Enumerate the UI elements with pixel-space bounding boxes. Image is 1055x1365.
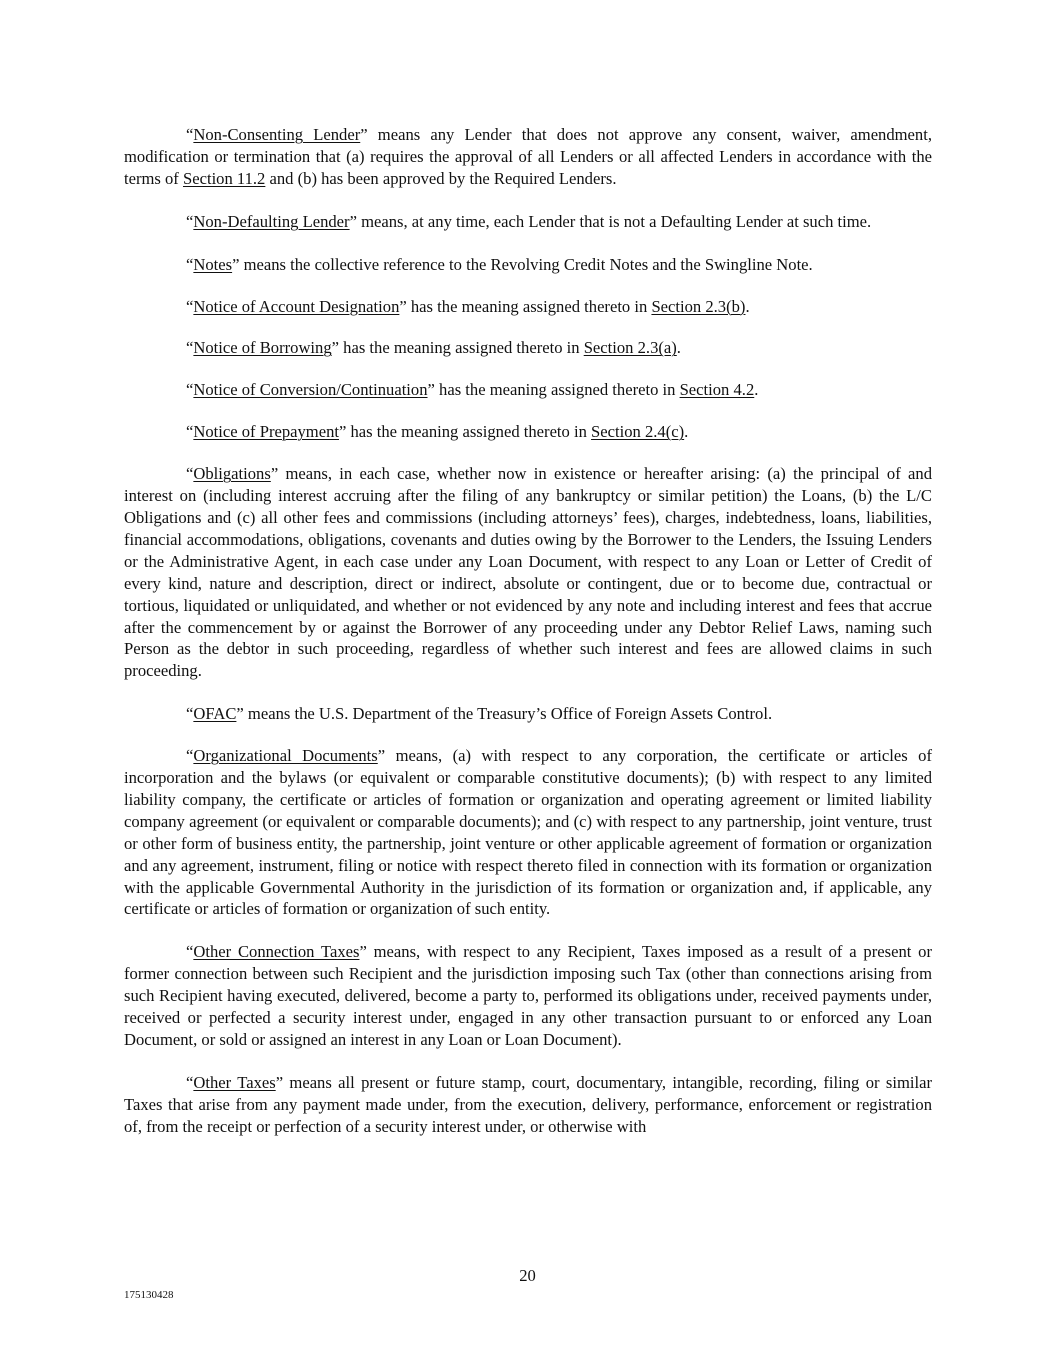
section-reference: Section 2.4(c) (591, 422, 685, 442)
page-number: 20 (519, 1266, 536, 1285)
open-quote: “ (186, 746, 194, 766)
definition-text: ” has the meaning assigned thereto in (399, 296, 652, 316)
section-reference: Section 4.2 (679, 380, 755, 400)
document-id: 175130428 (124, 1289, 174, 1301)
definition-text: . (684, 422, 689, 442)
definition-text: . (754, 380, 759, 400)
open-quote: “ (186, 296, 194, 316)
definition-text: and (b) has been approved by the Required Lenders. (265, 168, 617, 188)
definition-text: ” means all present or future stamp, court, documentary, intangible, recording, filing or similar Taxes that arise from any payment made under, from the execution, delivery, performance, enforcement or registration of, from the receipt or perfection of a security interest under, or otherwise with (124, 1072, 932, 1136)
definition-text: ” means the U.S. Department of the Treasury’s Office of Foreign Assets Control. (236, 704, 773, 724)
open-quote: “ (186, 254, 194, 274)
definition-text: ” means, in each case, whether now in existence or hereafter arising: (a) the principal of and interest on (including interest accruing after the filing of any bankruptcy or similar petition) the Loans, (b) the L/C Obligations and (c) all other fees and commissions (including attorneys’ fees), charges, indebtedness, loans, liabilities, financial accommodations, obligations, covenants and duties owing by the Borrower to the Lenders, the Issuing Lenders or the Administrative Agent, in each case under any Loan Document, with respect to any Loan or Letter of Credit of every kind, nature and description, direct or indirect, absolute or contingent, due or to become due, contractual or tortious, liquidated or unliquidated, and whether or not evidenced by any note and including interest and fees that accrue after the commencement by or against the Borrower of any proceeding under any Debtor Relief Laws, naming such Person as the debtor in such proceeding, regardless of whether such interest and fees are allowed claims in such proceeding. (124, 464, 932, 681)
defined-term: Other Taxes (193, 1072, 276, 1092)
definition-text: ” has the meaning assigned thereto in (338, 422, 592, 442)
open-quote: “ (186, 1072, 194, 1092)
defined-term: Non-Defaulting Lender (193, 211, 350, 231)
defined-term: Obligations (193, 464, 271, 484)
section-reference: Section 11.2 (183, 168, 266, 188)
defined-term: OFAC (193, 704, 237, 724)
definition-text: . (676, 338, 681, 358)
defined-term: Other Connection Taxes (193, 942, 360, 962)
definition-notice-of-borrowing (124, 337, 932, 359)
definition-non-consenting-lender (124, 124, 932, 190)
open-quote: “ (186, 380, 194, 400)
definition-notes (124, 254, 932, 276)
definition-obligations (124, 463, 932, 682)
open-quote: “ (186, 338, 194, 358)
open-quote: “ (186, 464, 194, 484)
defined-term: Notice of Borrowing (193, 338, 332, 358)
open-quote: “ (186, 211, 194, 231)
definition-text: . (745, 296, 750, 316)
definition-text: ” has the meaning assigned thereto in (427, 380, 680, 400)
definition-organizational-documents (124, 745, 932, 920)
open-quote: “ (186, 125, 194, 144)
definition-notice-of-prepayment (124, 421, 932, 443)
defined-term: Notice of Prepayment (193, 422, 339, 442)
definition-notice-of-account-designation (124, 296, 932, 318)
section-reference: Section 2.3(b) (651, 296, 746, 316)
open-quote: “ (186, 704, 194, 724)
definition-notice-of-conversion-continuation (124, 379, 932, 401)
definition-text: ” means, with respect to any Recipient, Taxes imposed as a result of a present or former connection between such Recipient and the jurisdiction imposing such Tax (other than connections arising from such Recipient having executed, delivered, become a party to, performed its obligations under, received payments under, received or perfected a security interest under, engaged in any other transaction pursuant to or enforced any Loan Document, or sold or assigned an interest in any Loan or Loan Document). (124, 942, 932, 1049)
defined-term: Non-Consenting Lender (193, 125, 361, 144)
definition-ofac (124, 703, 932, 725)
definition-other-taxes (124, 1072, 932, 1138)
defined-term: Notice of Conversion/Continuation (193, 380, 428, 400)
document-body (124, 124, 932, 1159)
open-quote: “ (186, 422, 194, 442)
section-reference: Section 2.3(a) (583, 338, 677, 358)
defined-term: Organizational Documents (193, 746, 378, 766)
definition-text: ” has the meaning assigned thereto in (331, 338, 584, 358)
definition-text: ” means, (a) with respect to any corporation, the certificate or articles of incorporation and the bylaws (or equivalent or comparable constitutive documents); (b) with respect to any limited liability company, the certificate or articles of formation or organization and operating agreement or limited liability company agreement (or equivalent or comparable documents); and (c) with respect to any partnership, joint venture, trust or other form of business entity, the partnership, joint venture or other applicable agreement of formation or organization and any agreement, instrument, filing or notice with respect thereto filed in connection with its formation or organization with the applicable Governmental Authority in the jurisdiction of its formation or organization and, if applicable, any certificate or articles of formation or organization of such entity. (124, 746, 932, 919)
defined-term: Notes (193, 254, 233, 274)
definition-other-connection-taxes (124, 941, 932, 1051)
definition-text: ” means, at any time, each Lender that is not a Defaulting Lender at such time. (349, 211, 872, 231)
definition-non-defaulting-lender (124, 211, 932, 233)
definition-text: ” means the collective reference to the Revolving Credit Notes and the Swingline Note. (232, 254, 813, 274)
defined-term: Notice of Account Designation (193, 296, 400, 316)
open-quote: “ (186, 942, 194, 962)
definition-text: ” means any Lender that does not approve any consent, waiver, amendment, modification or termination that (a) requires the approval of all Lenders or all affected Lenders in accordance with the terms of (124, 125, 932, 188)
